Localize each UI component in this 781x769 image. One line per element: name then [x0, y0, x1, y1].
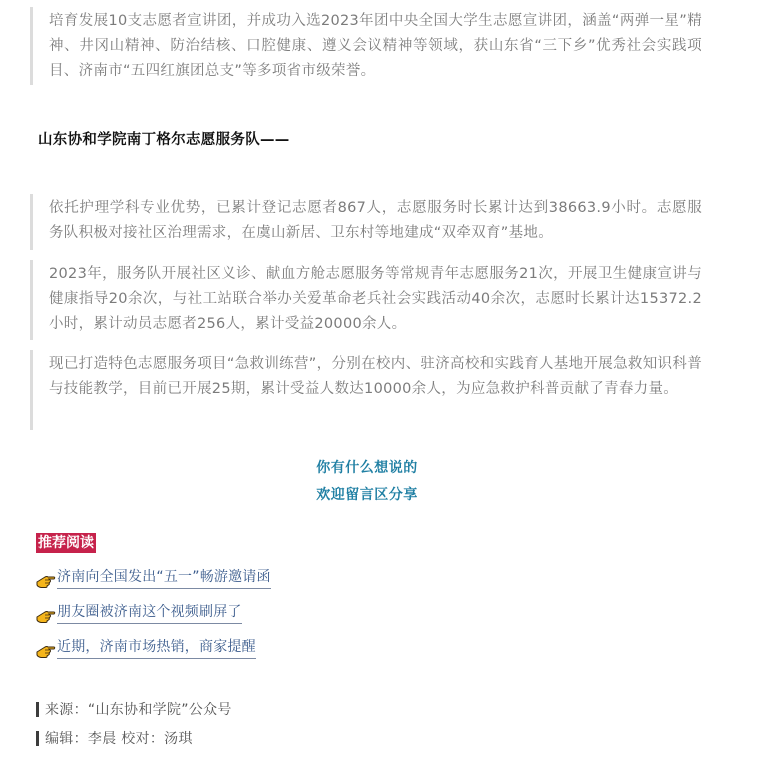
recommend-link-3[interactable]: 近期，济南市场热销，商家提醒: [57, 638, 256, 659]
recommend-link-1[interactable]: 济南向全国发出“五一”畅游邀请函: [57, 568, 271, 589]
quote-block-1: [30, 194, 710, 250]
recommend-item: [36, 568, 271, 603]
source-marker: [36, 702, 39, 717]
editor-marker: [36, 731, 39, 746]
pointing-hand-icon: [36, 606, 56, 626]
source-line: [36, 699, 232, 719]
source-text: 来源：“山东协和学院”公众号: [45, 702, 232, 718]
quote-block-3: [30, 350, 710, 430]
recommend-link-2[interactable]: 朋友圈被济南这个视频刷屏了: [57, 603, 242, 624]
editor-text: 编辑：李晨 校对：汤琪: [45, 731, 193, 747]
recommend-list: [36, 568, 271, 673]
paragraph-3: 现已打造特色志愿服务项目“急救训练营”，分别在校内、驻济高校和实践育人基地开展急救知识科普与技能教学，目前已开展25期，累计受益人数达10000余人，为应急救护科普贡献了青春力量。: [49, 356, 702, 397]
recommend-item: [36, 603, 271, 638]
paragraph-1: 依托护理学科专业优势，已累计登记志愿者867人，志愿服务时长累计达到38663.9小时。志愿服务队积极对接社区治理需求，在虞山新居、卫东村等地建成“双牵双育”基地。: [49, 200, 702, 241]
intro-paragraph: 培育发展10支志愿者宣讲团，并成功入选2023年团中央全国大学生志愿宣讲团，涵盖“两弹一星”精神、井冈山精神、防治结核、口腔健康、遵义会议精神等领域，获山东省“三下乡”优秀社会实践项目、济南市“五四红旗团总支”等多项省市级荣誉。: [49, 13, 702, 79]
quote-block-2: [30, 260, 710, 340]
cta-line-2: 欢迎留言区分享: [316, 487, 418, 503]
editor-line: [36, 728, 193, 748]
section-heading: 山东协和学院南丁格尔志愿服务队——: [38, 132, 290, 148]
recommend-item: [36, 638, 271, 673]
recommend-badge: 推荐阅读: [38, 535, 94, 551]
paragraph-2: 2023年，服务队开展社区义诊、献血方舱志愿服务等常规青年志愿服务21次，开展卫生健康宣讲与健康指导20余次，与社工站联合举办关爱革命老兵社会实践活动40余次，志愿时长累计达15372.2小时，累计动员志愿者256人，累计受益20000余人。: [49, 266, 702, 332]
cta-line-1: 你有什么想说的: [316, 460, 418, 476]
intro-quote-block: [30, 7, 710, 85]
pointing-hand-icon: [36, 571, 56, 591]
pointing-hand-icon: [36, 641, 56, 661]
